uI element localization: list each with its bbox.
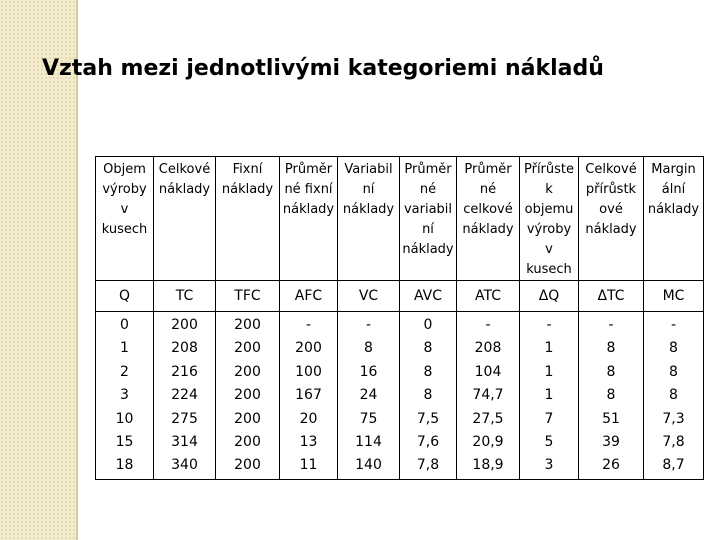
header-text-line: v (120, 202, 129, 217)
header-text-line: náklady (647, 202, 700, 217)
header-text-line: Fixní (232, 162, 263, 177)
header-description-row (96, 157, 704, 281)
table-cell-value: 7,8 (416, 457, 440, 474)
table-cell-value: 3 (544, 457, 554, 474)
header-text-line: Objem (103, 162, 146, 177)
table-cell-value: - (365, 317, 372, 333)
table-cell-value: 3 (120, 387, 129, 404)
table-cell-value: 0 (120, 317, 129, 333)
header-text-line: celkové (463, 202, 513, 217)
table-cell-value: 224 (171, 387, 198, 404)
table-cell-value: 208 (474, 340, 502, 357)
table-cell-value: 8 (606, 340, 616, 357)
table-cell-value: 7 (544, 410, 554, 427)
column-header-description (579, 157, 644, 281)
table-cell-value: - (485, 317, 491, 333)
table-cell-value: 7,3 (662, 410, 685, 427)
table-cell-value: 200 (234, 434, 261, 451)
header-text-line: náklady (158, 182, 211, 197)
header-text-line: náklady (342, 202, 395, 217)
table-cell-value: 27,5 (472, 410, 504, 427)
table-cell-value: 200 (234, 387, 261, 404)
table-cell-value: 167 (295, 387, 322, 404)
header-text-line: Variabil (344, 162, 393, 177)
header-text-line: výroby (102, 182, 147, 197)
table-cell-value: - (305, 317, 312, 333)
header-text-line: Průměr (464, 162, 512, 177)
column-values (96, 312, 154, 480)
table-cell-value: 8 (423, 340, 433, 357)
table-cell-value: 200 (234, 363, 261, 380)
table-cell-value: 114 (355, 434, 382, 451)
table-cell-value: - (546, 317, 552, 333)
table-cell-value: 8 (606, 387, 616, 404)
table-cell-value: 16 (359, 363, 378, 380)
table-cell-value: 24 (359, 387, 378, 404)
table-cell-value: 8 (669, 387, 678, 404)
column-abbreviation: ATC (457, 281, 520, 312)
column-header-description (96, 157, 154, 281)
values-row (96, 312, 704, 480)
slide-title: Vztah mezi jednotlivými kategoriemi nákladů (42, 56, 604, 81)
table-cell-value: 20 (299, 410, 318, 427)
column-values (579, 312, 644, 480)
table-cell-value: 314 (171, 434, 198, 451)
table-cell-value: 8 (423, 387, 433, 404)
header-text-line: výroby (526, 222, 572, 237)
column-values (338, 312, 400, 480)
header-text-line: Průměr (404, 162, 452, 177)
column-header-description (280, 157, 338, 281)
table-cell-value: 8 (606, 363, 616, 380)
table-cell-value: 11 (299, 457, 318, 474)
table-cell-value: 8 (669, 340, 678, 357)
header-text-line: náklady (462, 222, 514, 237)
table-cell-value: 104 (474, 363, 502, 380)
table-cell-value: 10 (115, 410, 134, 427)
table-cell-value: 13 (299, 434, 318, 451)
table-cell-value: 20,9 (472, 434, 504, 451)
table-cell-value: 275 (171, 410, 198, 427)
header-text-line: náklady (585, 222, 637, 237)
column-header-description (338, 157, 400, 281)
column-abbreviation: VC (338, 281, 400, 312)
column-header-description (216, 157, 280, 281)
header-text-line: objemu (524, 202, 574, 217)
table-cell-value: 2 (120, 363, 129, 380)
table-cell-value: 8 (669, 363, 678, 380)
column-header-description (400, 157, 457, 281)
header-text-line: Průměr (284, 162, 333, 177)
table-cell-value: 208 (171, 340, 198, 357)
header-text-line: náklady (221, 182, 274, 197)
column-header-description (520, 157, 579, 281)
table-cell-value: 8,7 (662, 457, 685, 474)
column-values (400, 312, 457, 480)
table-cell-value: 18,9 (472, 457, 504, 474)
column-abbreviation: TFC (216, 281, 280, 312)
header-text-line: kusech (526, 262, 572, 277)
column-header-description (644, 157, 704, 281)
table-cell-value: 340 (171, 457, 198, 474)
header-text-line: Celkové (585, 162, 637, 177)
table-cell-value: 18 (115, 457, 134, 474)
header-text-line: Celkové (158, 162, 211, 177)
table-cell-value: 74,7 (472, 387, 504, 404)
table-cell-value: 7,5 (416, 410, 440, 427)
header-text-line: přírůstk (585, 182, 637, 197)
column-values (216, 312, 280, 480)
table-cell-value: 39 (602, 434, 620, 451)
table-cell-value: 200 (171, 317, 198, 333)
header-text-line: náklady (402, 242, 454, 257)
column-header-description (457, 157, 520, 281)
table-cell-value: - (670, 317, 677, 333)
table-cell-value: 100 (295, 363, 322, 380)
header-text-line: ální (661, 182, 686, 197)
table-cell-value: 7,8 (662, 434, 685, 451)
header-text-line: náklady (282, 202, 335, 217)
header-text-line: v (545, 242, 553, 257)
column-values (520, 312, 579, 480)
table-cell-value: 200 (234, 317, 261, 333)
table-cell-value: 1 (120, 340, 129, 357)
header-text-line: kusech (101, 222, 148, 237)
table-cell-value: 1 (544, 340, 554, 357)
table-cell-value: 8 (364, 340, 373, 357)
header-text-line: né (419, 182, 437, 197)
table-cell-value: 15 (115, 434, 134, 451)
header-abbreviation-row (96, 281, 704, 312)
header-text-line: variabil (403, 202, 453, 217)
table-cell-value: 8 (423, 363, 433, 380)
column-values (154, 312, 216, 480)
column-abbreviation: ΔTC (579, 281, 644, 312)
table-cell-value: 7,6 (416, 434, 440, 451)
column-abbreviation: AFC (280, 281, 338, 312)
header-text-line: k (545, 182, 553, 197)
table-cell-value: 0 (423, 317, 433, 333)
table-cell-value: 51 (602, 410, 620, 427)
column-abbreviation: AVC (400, 281, 457, 312)
header-text-line: né (479, 182, 497, 197)
header-text-line: né fixní (284, 182, 333, 197)
header-text-line: Margin (651, 162, 696, 177)
table-cell-value: - (608, 317, 614, 333)
table-cell-value: 200 (234, 340, 261, 357)
column-values (280, 312, 338, 480)
table-cell-value: 26 (602, 457, 620, 474)
table-cell-value: 200 (295, 340, 322, 357)
table-cell-value: 1 (544, 363, 554, 380)
header-text-line: ové (599, 202, 623, 217)
table-cell-value: 200 (234, 457, 261, 474)
table-cell-value: 200 (234, 410, 261, 427)
header-text-line: ní (362, 182, 375, 197)
column-values (644, 312, 704, 480)
column-abbreviation: Q (96, 281, 154, 312)
column-header-description (154, 157, 216, 281)
column-values (457, 312, 520, 480)
table-cell-value: 1 (544, 387, 554, 404)
table-cell-value: 216 (171, 363, 198, 380)
column-abbreviation: ΔQ (520, 281, 579, 312)
column-abbreviation: MC (644, 281, 704, 312)
table-cell-value: 140 (355, 457, 382, 474)
column-abbreviation: TC (154, 281, 216, 312)
table-cell-value: 5 (544, 434, 554, 451)
header-text-line: Přírůste (523, 162, 575, 177)
cost-categories-table (95, 156, 704, 480)
header-text-line: ní (422, 222, 434, 237)
table-cell-value: 75 (359, 410, 378, 427)
